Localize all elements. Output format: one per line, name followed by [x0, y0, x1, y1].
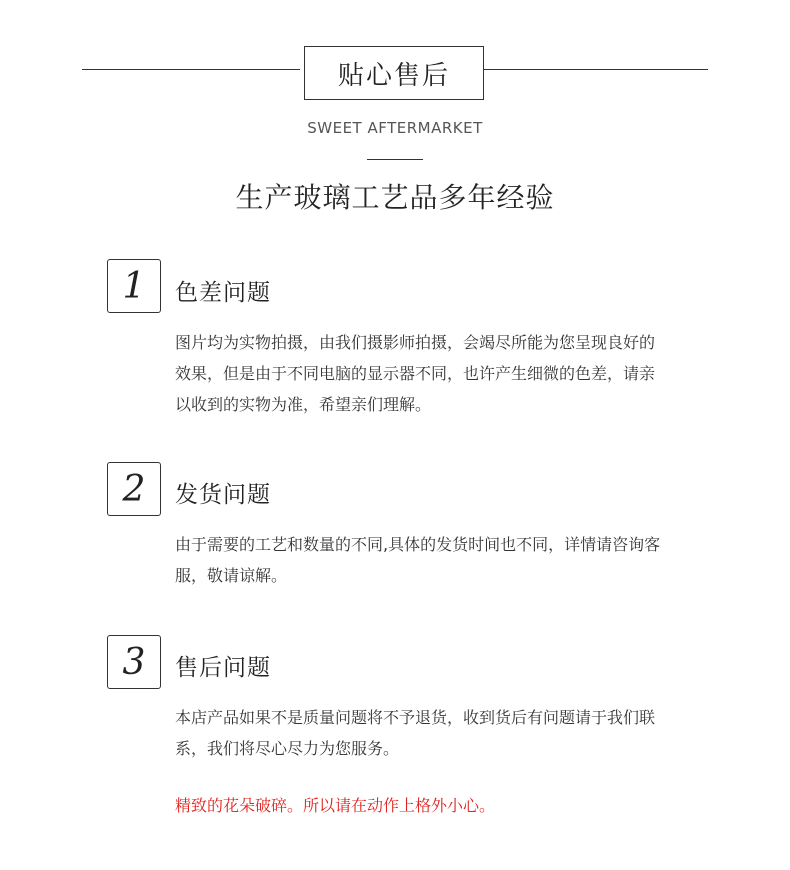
section-body-shipping: 由于需要的工艺和数量的不同,具体的发货时间也不同，详情请咨询客服，敬请谅解。 [175, 535, 661, 585]
section-number-2: 2 [107, 462, 161, 516]
section-body-color-difference: 图片均为实物拍摄，由我们摄影师拍摄，会竭尽所能为您呈现良好的效果，但是由于不同电脑的显示器不同，也许产生细微的色差，请亲以收到的实物为准，希望亲们理解。 [175, 333, 656, 414]
section-number-1: 1 [107, 259, 161, 313]
english-subtitle: SWEET AFTERMARKET [307, 119, 483, 137]
subtitle-divider [367, 159, 423, 160]
section-body-after-sales: 本店产品如果不是质量问题将不予退货，收到货后有问题请于我们联系，我们将尽心尽力为您服务。 [175, 708, 656, 758]
title-rule-right [484, 69, 708, 70]
page-title: 贴心售后 [304, 46, 484, 100]
section-title-color-difference: 色差问题 [175, 280, 271, 306]
section-title-after-sales: 售后问题 [175, 655, 271, 681]
title-rule-left [82, 69, 300, 70]
fragile-warning: 精致的花朵破碎。所以请在动作上格外小心。 [175, 796, 496, 815]
section-number-3: 3 [107, 635, 161, 689]
tagline: 生产玻璃工艺品多年经验 [235, 181, 555, 214]
section-title-shipping: 发货问题 [175, 482, 271, 508]
